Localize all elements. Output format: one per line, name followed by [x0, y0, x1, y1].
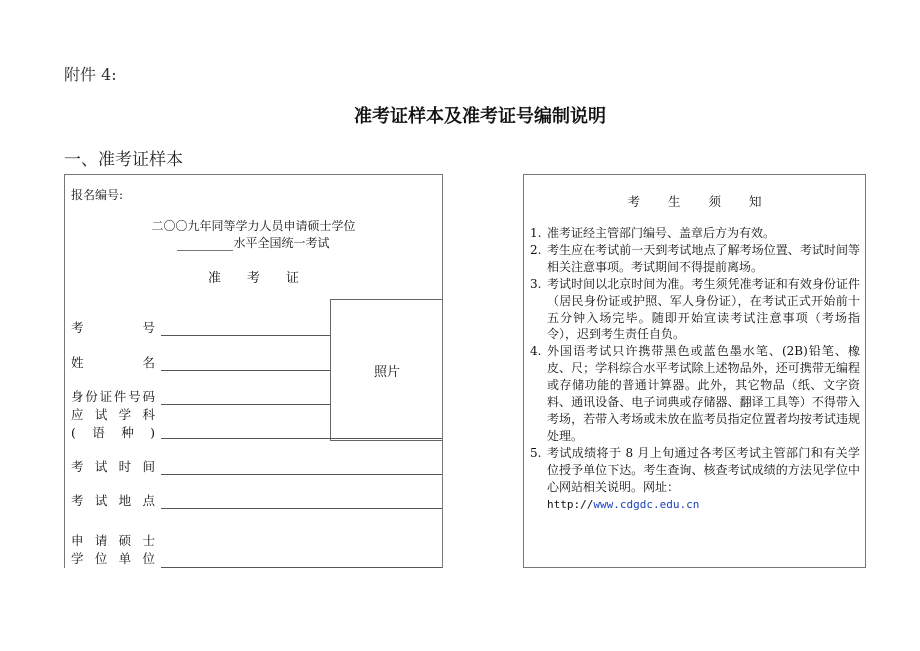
field-label-degree-unit-line2: 学 位 单 位	[71, 551, 155, 566]
field-label-id-number: 身 份 证 件 号 码	[71, 389, 155, 404]
notice-item: 2. 考生应在考试前一天到考试地点了解考场位置、考试时间等相关注意事项。考试期间不得提前离场。	[530, 242, 860, 274]
field-label-exam-time: 考 试 时 间	[71, 459, 155, 474]
field-label-exam-location: 考 试 地 点	[71, 493, 155, 508]
notice-item: 5. 考试成绩将于 8 月上旬通过各考区考试主管部门和有关学位授予单位下达。考生查询、核查考试成绩的方法见学位中心网站相关说明。网址： http://www.cdgdc.edu.cn	[530, 445, 860, 511]
candidate-notice	[523, 174, 866, 568]
exam-title-line1: 二〇〇九年同等学力人员申请硕士学位	[151, 219, 356, 233]
admission-card-sample	[64, 174, 443, 568]
field-label-subject: 应 试 学 科	[71, 407, 155, 422]
field-line-subject	[161, 438, 442, 439]
notice-item: 1. 准考证经主管部门编号、盖章后方为有效。	[530, 226, 776, 240]
url-prefix: http://	[547, 497, 594, 511]
registration-number-label: 报名编号:	[71, 188, 124, 202]
exam-subject-blank	[177, 238, 233, 251]
field-line-id-number	[161, 404, 330, 405]
exam-title-line2-text: 水平全国统一考试	[233, 236, 330, 250]
field-line-degree-unit	[161, 567, 442, 568]
field-line-exam-number	[161, 335, 330, 336]
notice-item-text: 考试成绩将于 8 月上旬通过各考区考试主管部门和有关学位授予单位下达。考生查询、核查考试成绩的方法见学位中心网站相关说明。网址：	[547, 445, 860, 494]
website-link[interactable]: www.cdgdc.edu.cn	[593, 497, 700, 511]
field-line-exam-time	[161, 474, 442, 475]
page-title-text: 准考证样本及准考证号编制说明	[354, 106, 606, 127]
photo-placeholder	[330, 299, 443, 441]
card-title: 准 考 证	[207, 271, 299, 286]
field-line-name	[161, 370, 330, 371]
notice-item: 4. 外国语考试只许携带黑色或蓝色墨水笔、(2B)铅笔、橡皮、尺；学科综合水平考试除上述物品外，还可携带无编程或存储功能的普通计算器。此外，其它物品（纸、文字资料、通讯设备、电子词典或存储器、翻译工具等）不得带入考场，若带入考场或未放在监考员指定位置者均按考试违规处理。	[530, 344, 860, 443]
notice-title: 考生须知	[627, 194, 790, 209]
field-label-language: ( 语 种 )	[71, 425, 155, 440]
section-heading: 一、准考证样本	[64, 150, 183, 170]
notice-list	[530, 225, 860, 513]
field-label-exam-number: 考 号	[71, 320, 155, 335]
field-label-name: 姓 名	[71, 355, 155, 370]
photo-label: 照片	[373, 364, 400, 380]
field-label-degree-unit: 申 请 硕 士	[71, 533, 155, 548]
attachment-label: 附件 4:	[64, 65, 117, 84]
field-line-exam-location	[161, 508, 442, 509]
page-title	[0, 102, 920, 128]
notice-item: 3. 考试时间以北京时间为准。考生须凭准考证和有效身份证件（居民身份证或护照、军人身份证），在考试正式开始前十五分钟入场完毕。随即开始宣读考试注意事项（考场指令），迟到考生责任自负。	[530, 276, 860, 342]
exam-title-line2	[65, 234, 442, 251]
